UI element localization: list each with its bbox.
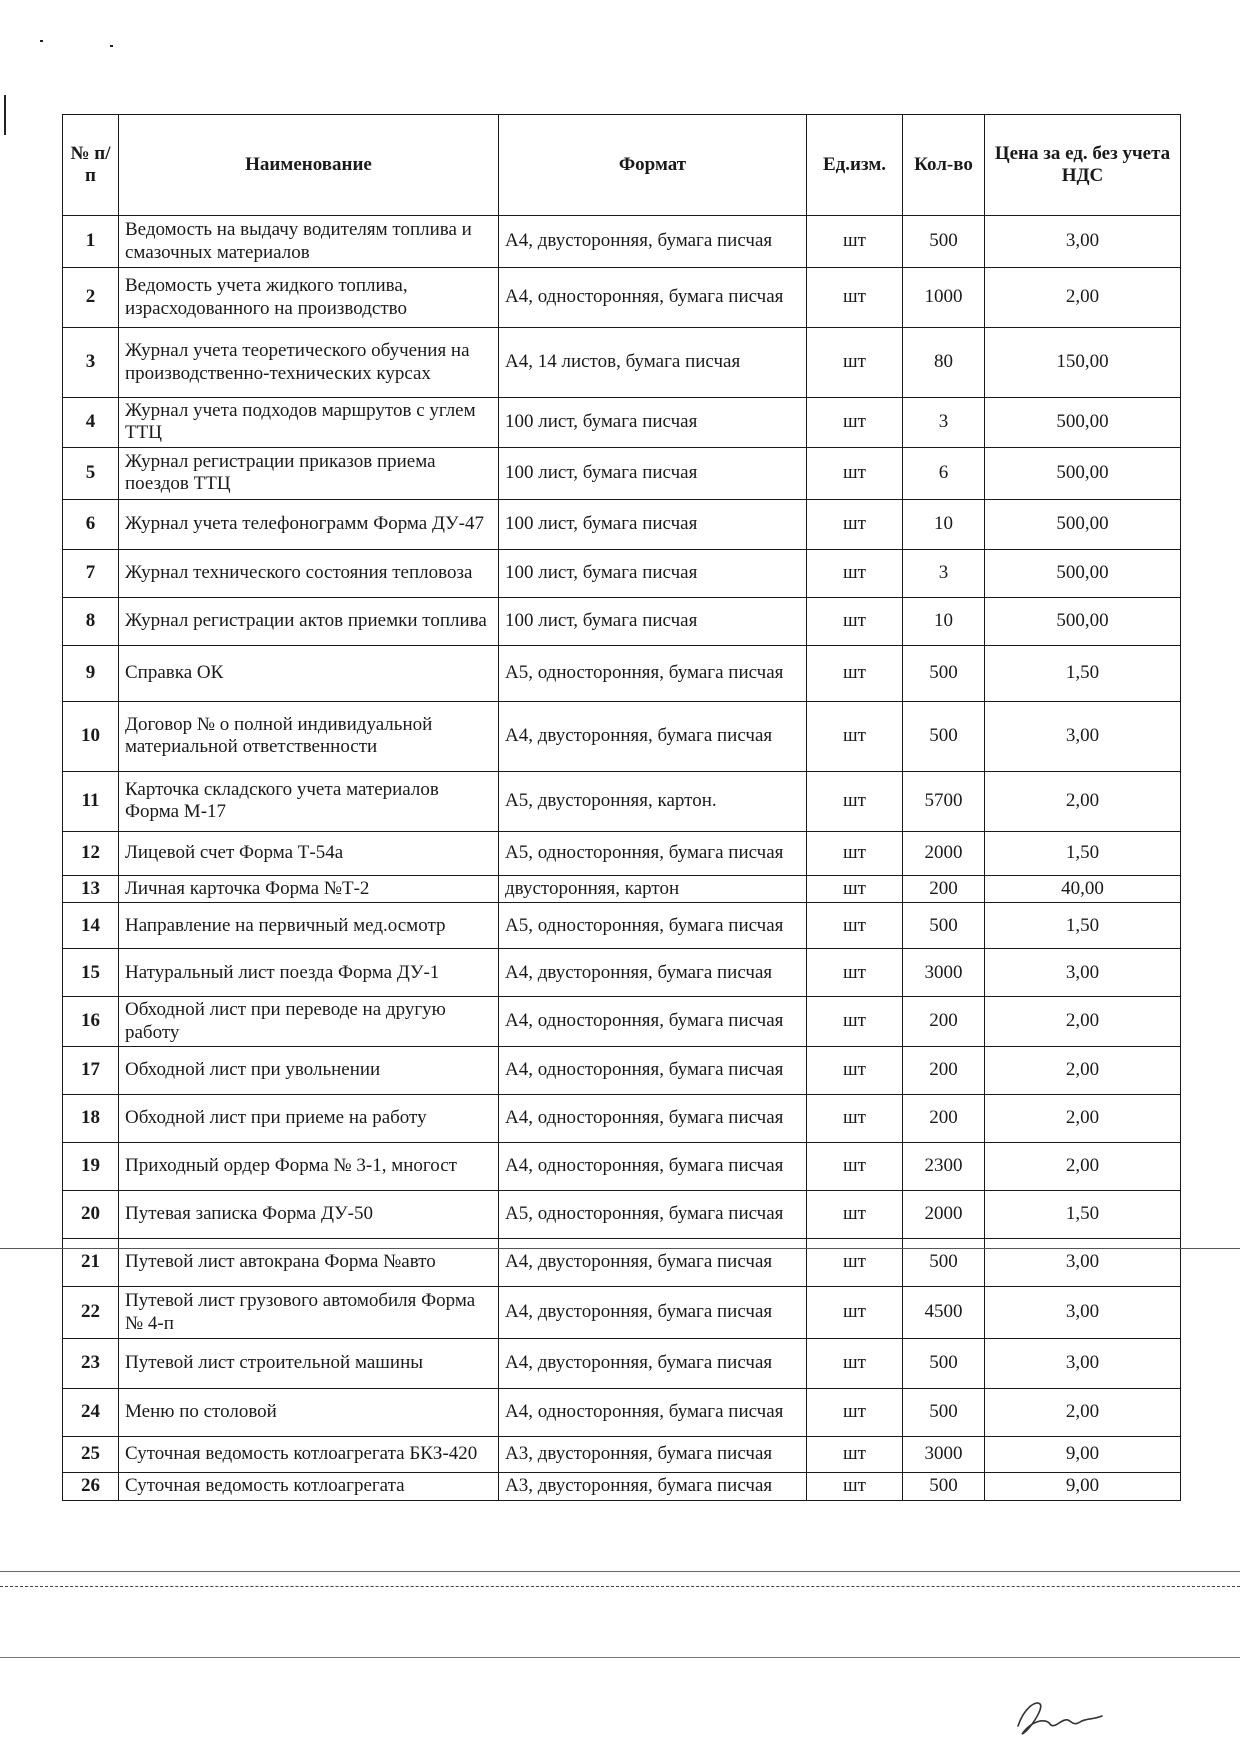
cell-unit: шт	[807, 398, 903, 448]
cell-unit: шт	[807, 1239, 903, 1287]
cell-format: 100 лист, бумага писчая	[499, 499, 807, 549]
cell-format: А4, односторонняя, бумага писчая	[499, 268, 807, 328]
cell-num: 18	[63, 1095, 119, 1143]
cell-format: А4, двусторонняя, бумага писчая	[499, 949, 807, 997]
cell-name: Карточка складского учета материалов Форма М-17	[119, 771, 499, 831]
cell-name: Журнал регистрации приказов приема поездов ТТЦ	[119, 447, 499, 499]
cell-unit: шт	[807, 771, 903, 831]
cell-name: Путевой лист строительной машины	[119, 1339, 499, 1389]
scan-line	[0, 1571, 1240, 1572]
cell-num: 17	[63, 1047, 119, 1095]
cell-unit: шт	[807, 701, 903, 771]
cell-qty: 4500	[903, 1287, 985, 1339]
scan-mark	[40, 40, 43, 42]
cell-qty: 3000	[903, 1437, 985, 1473]
items-table	[62, 114, 1181, 1501]
cell-qty: 200	[903, 875, 985, 902]
cell-price: 9,00	[985, 1437, 1181, 1473]
table-row	[63, 1287, 1181, 1339]
scan-mark	[110, 45, 113, 47]
table-row	[63, 597, 1181, 645]
cell-num: 16	[63, 997, 119, 1047]
cell-num: 20	[63, 1191, 119, 1239]
cell-price: 500,00	[985, 398, 1181, 448]
cell-name: Журнал учета подходов маршрутов с углем ТТЦ	[119, 398, 499, 448]
cell-name: Журнал учета теоретического обучения на производственно-технических курсах	[119, 328, 499, 398]
cell-price: 2,00	[985, 771, 1181, 831]
cell-num: 23	[63, 1339, 119, 1389]
cell-format: А3, двусторонняя, бумага писчая	[499, 1473, 807, 1501]
cell-num: 3	[63, 328, 119, 398]
table-row	[63, 447, 1181, 499]
table-row	[63, 1473, 1181, 1501]
cell-price: 1,50	[985, 1191, 1181, 1239]
cell-price: 500,00	[985, 499, 1181, 549]
cell-name: Путевой лист автокрана Форма №авто	[119, 1239, 499, 1287]
cell-price: 150,00	[985, 328, 1181, 398]
cell-unit: шт	[807, 216, 903, 268]
cell-unit: шт	[807, 1389, 903, 1437]
table-row	[63, 1047, 1181, 1095]
cell-num: 26	[63, 1473, 119, 1501]
cell-format: А4, односторонняя, бумага писчая	[499, 1047, 807, 1095]
cell-unit: шт	[807, 447, 903, 499]
cell-format: А4, двусторонняя, бумага писчая	[499, 216, 807, 268]
cell-price: 3,00	[985, 1339, 1181, 1389]
cell-price: 3,00	[985, 949, 1181, 997]
cell-format: А5, односторонняя, бумага писчая	[499, 831, 807, 875]
cell-unit: шт	[807, 997, 903, 1047]
cell-price: 3,00	[985, 1287, 1181, 1339]
cell-qty: 500	[903, 1239, 985, 1287]
cell-price: 500,00	[985, 597, 1181, 645]
table-row	[63, 1191, 1181, 1239]
cell-num: 19	[63, 1143, 119, 1191]
cell-price: 1,50	[985, 831, 1181, 875]
cell-num: 11	[63, 771, 119, 831]
cell-format: А4, двусторонняя, бумага писчая	[499, 701, 807, 771]
cell-format: 100 лист, бумага писчая	[499, 597, 807, 645]
cell-name: Суточная ведомость котлоагрегата	[119, 1473, 499, 1501]
table-row	[63, 949, 1181, 997]
cell-format: А4, двусторонняя, бумага писчая	[499, 1287, 807, 1339]
scan-line	[0, 1657, 1240, 1658]
cell-qty: 500	[903, 216, 985, 268]
cell-qty: 10	[903, 499, 985, 549]
cell-unit: шт	[807, 903, 903, 949]
cell-qty: 200	[903, 1095, 985, 1143]
cell-unit: шт	[807, 1095, 903, 1143]
cell-price: 3,00	[985, 1239, 1181, 1287]
table-header-row	[63, 115, 1181, 216]
table-row	[63, 1339, 1181, 1389]
cell-price: 2,00	[985, 1095, 1181, 1143]
cell-name: Путевой лист грузового автомобиля Форма № 4-п	[119, 1287, 499, 1339]
cell-name: Меню по столовой	[119, 1389, 499, 1437]
cell-unit: шт	[807, 831, 903, 875]
cell-format: А5, односторонняя, бумага писчая	[499, 903, 807, 949]
cell-unit: шт	[807, 645, 903, 701]
cell-num: 7	[63, 549, 119, 597]
cell-name: Договор № о полной индивидуальной материальной ответственности	[119, 701, 499, 771]
cell-qty: 2300	[903, 1143, 985, 1191]
cell-unit: шт	[807, 597, 903, 645]
cell-unit: шт	[807, 1191, 903, 1239]
scan-line	[0, 1586, 1240, 1587]
cell-unit: шт	[807, 875, 903, 902]
table-row	[63, 771, 1181, 831]
table-body	[63, 216, 1181, 1501]
cell-num: 6	[63, 499, 119, 549]
cell-num: 14	[63, 903, 119, 949]
cell-num: 15	[63, 949, 119, 997]
cell-unit: шт	[807, 1287, 903, 1339]
cell-qty: 500	[903, 1389, 985, 1437]
table-row	[63, 1095, 1181, 1143]
cell-name: Журнал учета телефонограмм Форма ДУ-47	[119, 499, 499, 549]
table-row	[63, 499, 1181, 549]
cell-format: А4, двусторонняя, бумага писчая	[499, 1339, 807, 1389]
cell-name: Направление на первичный мед.осмотр	[119, 903, 499, 949]
header-qty: Кол-во	[903, 115, 985, 216]
cell-num: 2	[63, 268, 119, 328]
cell-price: 3,00	[985, 701, 1181, 771]
cell-format: А5, двусторонняя, картон.	[499, 771, 807, 831]
cell-qty: 500	[903, 903, 985, 949]
cell-name: Справка ОК	[119, 645, 499, 701]
cell-qty: 3000	[903, 949, 985, 997]
cell-format: А4, односторонняя, бумага писчая	[499, 1095, 807, 1143]
cell-qty: 10	[903, 597, 985, 645]
cell-name: Ведомость на выдачу водителям топлива и смазочных материалов	[119, 216, 499, 268]
cell-format: А4, двусторонняя, бумага писчая	[499, 1239, 807, 1287]
cell-num: 21	[63, 1239, 119, 1287]
table-row	[63, 1239, 1181, 1287]
cell-name: Суточная ведомость котлоагрегата БКЗ-420	[119, 1437, 499, 1473]
cell-qty: 500	[903, 701, 985, 771]
cell-num: 10	[63, 701, 119, 771]
cell-name: Журнал регистрации актов приемки топлива	[119, 597, 499, 645]
table-row	[63, 268, 1181, 328]
cell-price: 1,50	[985, 903, 1181, 949]
cell-format: А5, односторонняя, бумага писчая	[499, 645, 807, 701]
cell-price: 500,00	[985, 549, 1181, 597]
table-row	[63, 645, 1181, 701]
cell-num: 8	[63, 597, 119, 645]
cell-qty: 80	[903, 328, 985, 398]
table-row	[63, 549, 1181, 597]
cell-name: Натуральный лист поезда Форма ДУ-1	[119, 949, 499, 997]
cell-qty: 3	[903, 398, 985, 448]
cell-price: 2,00	[985, 1389, 1181, 1437]
table-row	[63, 831, 1181, 875]
cell-format: 100 лист, бумага писчая	[499, 549, 807, 597]
cell-name: Ведомость учета жидкого топлива, израсходованного на производство	[119, 268, 499, 328]
cell-qty: 1000	[903, 268, 985, 328]
cell-unit: шт	[807, 1339, 903, 1389]
cell-format: А5, односторонняя, бумага писчая	[499, 1191, 807, 1239]
cell-name: Путевая записка Форма ДУ-50	[119, 1191, 499, 1239]
cell-unit: шт	[807, 268, 903, 328]
cell-qty: 6	[903, 447, 985, 499]
cell-format: 100 лист, бумага писчая	[499, 447, 807, 499]
cell-format: А4, односторонняя, бумага писчая	[499, 997, 807, 1047]
cell-unit: шт	[807, 1143, 903, 1191]
table-row	[63, 701, 1181, 771]
scan-mark	[4, 95, 6, 135]
cell-num: 25	[63, 1437, 119, 1473]
table-row	[63, 398, 1181, 448]
cell-format: А3, двусторонняя, бумага писчая	[499, 1437, 807, 1473]
table-row	[63, 1143, 1181, 1191]
table-row	[63, 903, 1181, 949]
cell-format: двусторонняя, картон	[499, 875, 807, 902]
cell-unit: шт	[807, 1437, 903, 1473]
cell-price: 2,00	[985, 268, 1181, 328]
cell-qty: 2000	[903, 1191, 985, 1239]
cell-price: 2,00	[985, 1047, 1181, 1095]
header-name: Наименование	[119, 115, 499, 216]
cell-name: Обходной лист при приеме на работу	[119, 1095, 499, 1143]
header-num: № п/п	[63, 115, 119, 216]
table-row	[63, 1389, 1181, 1437]
cell-qty: 500	[903, 645, 985, 701]
cell-price: 2,00	[985, 997, 1181, 1047]
table-row	[63, 216, 1181, 268]
cell-price: 40,00	[985, 875, 1181, 902]
cell-num: 4	[63, 398, 119, 448]
cell-qty: 200	[903, 1047, 985, 1095]
table-row	[63, 875, 1181, 902]
cell-unit: шт	[807, 1047, 903, 1095]
table-row	[63, 328, 1181, 398]
cell-qty: 500	[903, 1473, 985, 1501]
cell-qty: 500	[903, 1339, 985, 1389]
cell-qty: 5700	[903, 771, 985, 831]
cell-format: А4, односторонняя, бумага писчая	[499, 1143, 807, 1191]
cell-price: 500,00	[985, 447, 1181, 499]
cell-num: 22	[63, 1287, 119, 1339]
cell-price: 3,00	[985, 216, 1181, 268]
header-unit: Ед.изм.	[807, 115, 903, 216]
cell-num: 1	[63, 216, 119, 268]
cell-qty: 2000	[903, 831, 985, 875]
table-row	[63, 1437, 1181, 1473]
handwritten-signature-icon	[1010, 1690, 1110, 1740]
cell-name: Обходной лист при увольнении	[119, 1047, 499, 1095]
cell-format: 100 лист, бумага писчая	[499, 398, 807, 448]
cell-unit: шт	[807, 1473, 903, 1501]
table-row	[63, 997, 1181, 1047]
cell-qty: 200	[903, 997, 985, 1047]
cell-format: А4, односторонняя, бумага писчая	[499, 1389, 807, 1437]
cell-num: 13	[63, 875, 119, 902]
cell-name: Обходной лист при переводе на другую работу	[119, 997, 499, 1047]
cell-name: Журнал технического состояния тепловоза	[119, 549, 499, 597]
cell-num: 24	[63, 1389, 119, 1437]
cell-num: 9	[63, 645, 119, 701]
cell-price: 9,00	[985, 1473, 1181, 1501]
cell-price: 2,00	[985, 1143, 1181, 1191]
cell-unit: шт	[807, 949, 903, 997]
header-price: Цена за ед. без учета НДС	[985, 115, 1181, 216]
cell-name: Приходный ордер Форма № 3-1, многост	[119, 1143, 499, 1191]
cell-unit: шт	[807, 499, 903, 549]
header-format: Формат	[499, 115, 807, 216]
cell-price: 1,50	[985, 645, 1181, 701]
cell-unit: шт	[807, 549, 903, 597]
cell-format: А4, 14 листов, бумага писчая	[499, 328, 807, 398]
scan-line	[0, 1248, 1240, 1249]
cell-num: 5	[63, 447, 119, 499]
cell-unit: шт	[807, 328, 903, 398]
cell-name: Личная карточка Форма №Т-2	[119, 875, 499, 902]
cell-qty: 3	[903, 549, 985, 597]
cell-name: Лицевой счет Форма Т-54а	[119, 831, 499, 875]
cell-num: 12	[63, 831, 119, 875]
